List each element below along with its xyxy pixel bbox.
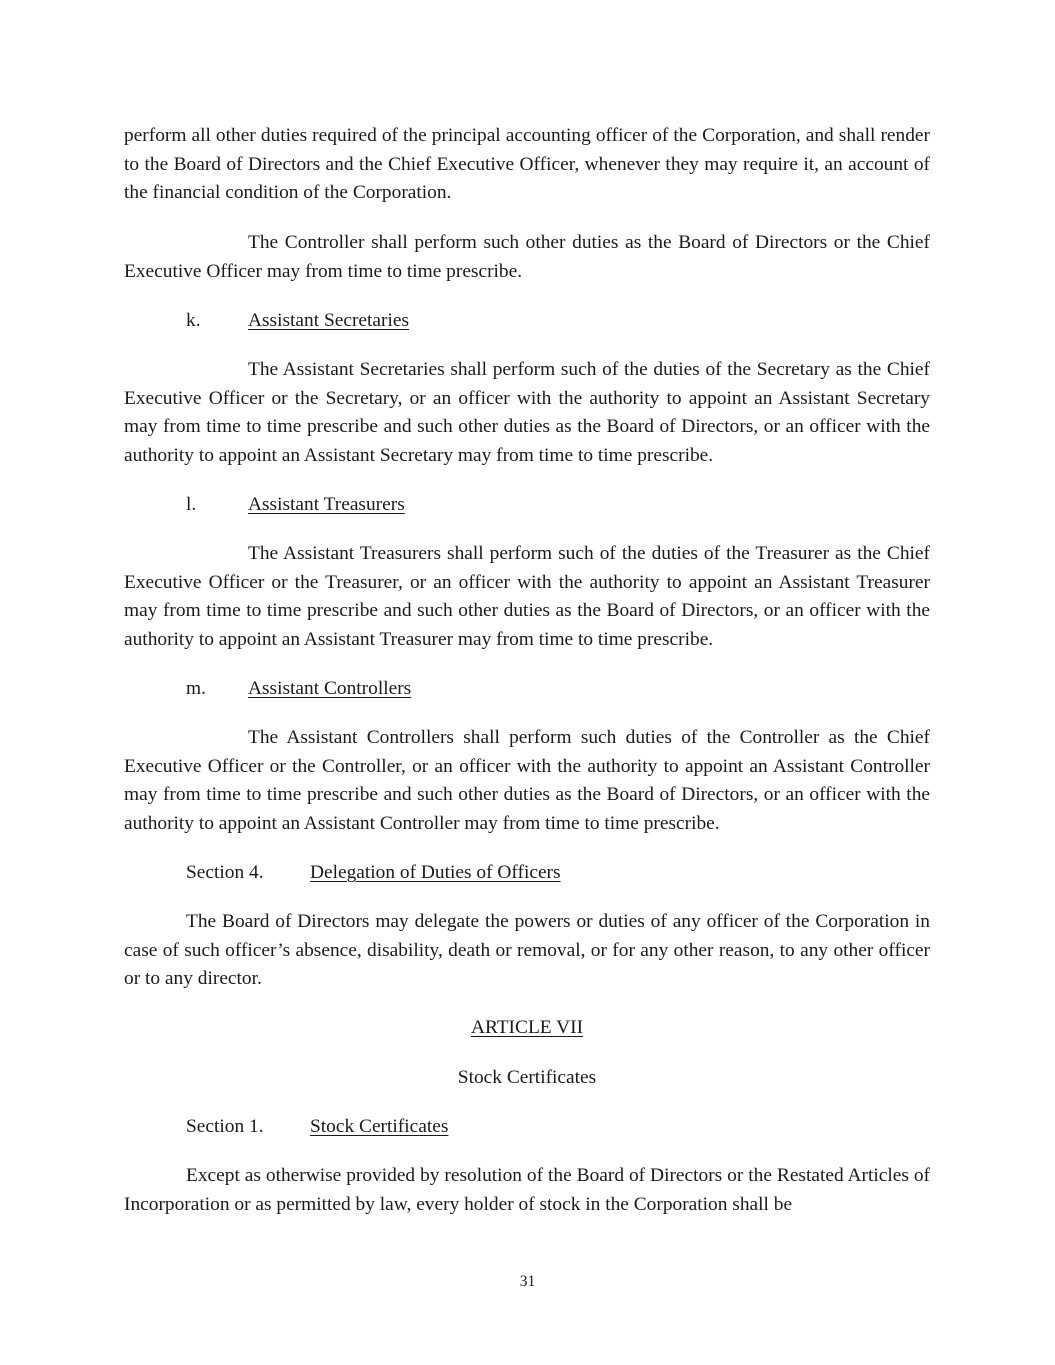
article-number: ARTICLE VII — [470, 1017, 584, 1038]
subsection-label: m. — [186, 678, 206, 699]
paragraph-stock-certificates: Except as otherwise provided by resolution of the Board of Directors or the Restated Articles of Incorporation or as permitted by law, every holder of stock in the Corporation shall be — [124, 1165, 930, 1215]
page-number: 31 — [519, 1273, 536, 1290]
article-heading — [124, 1014, 930, 1043]
section-label: Section 1. — [186, 1116, 264, 1137]
section-title: Stock Certificates — [310, 1116, 449, 1137]
paragraph-controller-other-duties: The Controller shall perform such other duties as the Board of Directors or the Chief Executive Officer may from time to time prescribe. — [124, 232, 930, 282]
paragraph-assistant-controllers: The Assistant Controllers shall perform such duties of the Controller as the Chief Executive Officer or the Controller, or an officer with the authority to appoint an Assistant Controller may from time to time prescribe and such other duties as the Board of Directors, or an officer with the authority to appoint an Assistant Controller may from time to time prescribe. — [124, 727, 930, 834]
subsection-title: Assistant Secretaries — [248, 310, 410, 331]
subsection-label: l. — [186, 494, 197, 515]
section-label: Section 4. — [186, 862, 264, 883]
subsection-label: k. — [186, 310, 201, 331]
paragraph-assistant-secretaries: The Assistant Secretaries shall perform such of the duties of the Secretary as the Chief Executive Officer or the Secretary, or an officer with the authority to appoint an Assistant Secretary may from time to time prescribe and such other duties as the Board of Directors, or an officer with the authority to appoint an Assistant Secretary may from time to time prescribe. — [124, 359, 930, 466]
paragraph-assistant-treasurers: The Assistant Treasurers shall perform such of the duties of the Treasurer as the Chief Executive Officer or the Treasurer, or an officer with the authority to appoint an Assistant Treasurer may from time to time prescribe and such other duties as the Board of Directors, or an officer with the authority to appoint an Assistant Treasurer may from time to time prescribe. — [124, 543, 930, 650]
subsection-title: Assistant Controllers — [248, 678, 412, 699]
subsection-title: Assistant Treasurers — [248, 494, 405, 515]
paragraph-controller-duties-continued: perform all other duties required of the principal accounting officer of the Corporation, and shall render to the Board of Directors and the Chief Executive Officer, whenever they may require it, an account of the financial condition of the Corporation. — [124, 125, 930, 204]
paragraph-delegation-of-duties: The Board of Directors may delegate the powers or duties of any officer of the Corporation in case of such officer’s absence, disability, death or removal, or for any other reason, to any other officer or to any director. — [124, 911, 930, 990]
article-title: Stock Certificates — [457, 1067, 597, 1088]
section-title: Delegation of Duties of Officers — [310, 862, 561, 883]
